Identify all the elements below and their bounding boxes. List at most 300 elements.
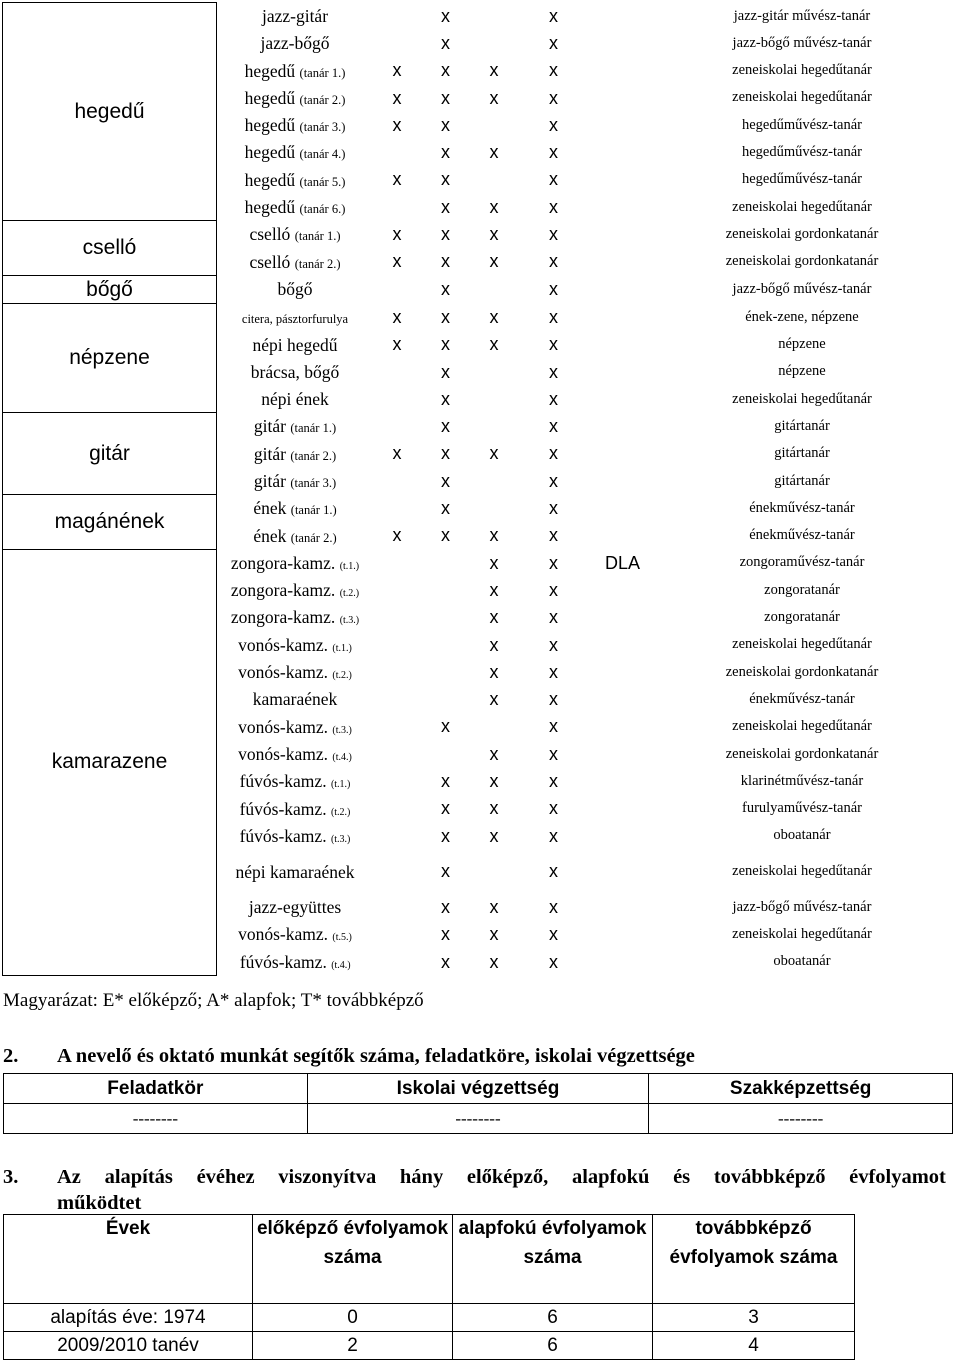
- instrument-cell: [217, 166, 374, 193]
- instrument-cell: [217, 659, 374, 686]
- level-mark: x: [549, 661, 558, 682]
- instrument-cell: [217, 713, 374, 740]
- staff-cell: --------: [4, 1104, 308, 1134]
- instrument-cell: [217, 822, 374, 849]
- years-header-row: [4, 1215, 855, 1304]
- level-mark: x: [441, 169, 450, 190]
- level-mark: x: [549, 861, 558, 882]
- instrument-cell: [217, 468, 374, 495]
- level-mark: x: [441, 443, 450, 464]
- teacher-row: [3, 549, 959, 576]
- level-mark: [471, 713, 518, 740]
- level-mark: x: [549, 689, 558, 710]
- level-mark: [374, 822, 421, 849]
- title-word: viszonyítva: [278, 1166, 377, 1188]
- level-mark: x: [549, 224, 558, 245]
- qualification-cell: zeneiskolai hegedűtanár: [732, 62, 872, 79]
- level-mark: [374, 921, 421, 948]
- level-mark: x: [441, 716, 450, 737]
- years-cell: 0: [253, 1304, 453, 1332]
- degree-mark: [590, 57, 656, 84]
- instrument-name: cselló: [249, 251, 291, 272]
- instrument-name: citera, pásztorfurulya: [241, 312, 349, 327]
- level-mark: x: [489, 306, 499, 327]
- qualification-cell: énekművész-tanár: [749, 690, 855, 707]
- level-mark: x: [549, 5, 558, 26]
- level-mark: x: [441, 87, 450, 108]
- section-2-heading: [3, 1045, 953, 1068]
- teacher-note: (t.1.): [330, 779, 351, 791]
- level-mark: x: [549, 896, 558, 917]
- years-cell: 4: [653, 1332, 855, 1360]
- level-mark: x: [549, 361, 558, 382]
- qualification-cell: klarinétművész-tanár: [740, 772, 864, 789]
- level-mark: [374, 275, 421, 303]
- degree-mark: [590, 440, 656, 467]
- teacher-note: (t.5.): [332, 932, 352, 944]
- years-data-row: [4, 1304, 855, 1332]
- level-mark: x: [441, 33, 450, 53]
- teacher-note: (tanár 1.): [294, 229, 341, 244]
- level-mark: x: [392, 224, 402, 245]
- instrument-name: fúvós-kamz.: [239, 798, 327, 819]
- degree-mark: [590, 822, 656, 849]
- teacher-note: (tanár 2.): [299, 92, 346, 107]
- level-mark: x: [549, 771, 558, 792]
- level-mark: [421, 659, 471, 686]
- instrument-name: hegedű: [244, 87, 296, 108]
- degree-mark: [590, 194, 656, 221]
- level-mark: [374, 850, 421, 894]
- degree-mark: [590, 84, 656, 111]
- degree-mark: [590, 358, 656, 385]
- degree-mark: [590, 713, 656, 740]
- level-mark: [421, 549, 471, 576]
- level-mark: [374, 30, 421, 57]
- level-mark: x: [549, 334, 558, 355]
- level-mark: x: [549, 798, 558, 819]
- level-mark: [374, 604, 421, 631]
- level-mark: [374, 386, 421, 413]
- instrument-cell: [217, 84, 374, 111]
- level-mark: x: [441, 798, 450, 819]
- instrument-cell: [217, 386, 374, 413]
- instrument-name: zongora-kamz.: [230, 552, 336, 573]
- level-mark: x: [549, 196, 558, 217]
- level-mark: x: [549, 87, 558, 108]
- level-mark: [471, 413, 518, 440]
- teacher-row: [3, 495, 959, 522]
- instrument-name: gitár: [253, 471, 286, 491]
- qualification-cell: zeneiskolai gordonkatanár: [725, 663, 879, 680]
- level-mark: x: [392, 251, 402, 272]
- instrument-cell: [217, 795, 374, 822]
- instrument-name: kamaraének: [252, 689, 338, 710]
- instrument-cell: [217, 30, 374, 57]
- level-mark: x: [441, 251, 450, 272]
- instrument-cell: [217, 495, 374, 522]
- level-mark: [471, 495, 518, 522]
- instrument-name: bőgő: [277, 279, 313, 300]
- staff-cell: --------: [307, 1104, 649, 1134]
- instrument-name: fúvós-kamz.: [239, 951, 327, 972]
- degree-mark: [590, 221, 656, 248]
- qualification-cell: zeneiskolai hegedűtanár: [732, 718, 872, 735]
- level-mark: [471, 358, 518, 385]
- level-mark: x: [549, 169, 558, 190]
- instrument-cell: [217, 741, 374, 768]
- level-mark: x: [392, 306, 402, 327]
- teacher-row: [3, 413, 959, 440]
- instrument-name: fúvós-kamz.: [239, 825, 327, 846]
- instrument-cell: [217, 440, 374, 467]
- level-mark: x: [441, 525, 450, 546]
- degree-mark: [590, 921, 656, 948]
- level-mark: x: [549, 279, 558, 300]
- qualification-cell: népzene: [778, 363, 826, 380]
- level-mark: [471, 850, 518, 894]
- degree-mark: [590, 686, 656, 713]
- level-mark: x: [441, 224, 450, 245]
- instrument-name: hegedű: [244, 169, 296, 190]
- level-mark: x: [549, 142, 558, 163]
- instrument-cell: [217, 358, 374, 385]
- level-mark: x: [489, 771, 499, 792]
- level-mark: x: [441, 60, 450, 81]
- level-mark: x: [489, 525, 499, 546]
- qualification-cell: ének-zene, népzene: [745, 308, 859, 325]
- section-3-heading: [3, 1164, 946, 1216]
- qualification-cell: zongoratanár: [764, 609, 840, 626]
- instrument-name: népi ének: [261, 389, 329, 410]
- instrument-cell: [217, 3, 374, 30]
- degree-mark: [590, 659, 656, 686]
- teacher-row: [3, 304, 959, 331]
- teachers-table: [2, 2, 959, 976]
- teacher-note: (tanár 1.): [290, 503, 337, 518]
- instrument-name: vonós-kamz.: [238, 743, 329, 764]
- staff-data-row: [4, 1104, 953, 1134]
- level-mark: x: [392, 60, 402, 81]
- level-mark: x: [549, 416, 558, 437]
- qualification-cell: zeneiskolai hegedűtanár: [732, 863, 872, 880]
- qualification-cell: hegedűművész-tanár: [742, 171, 862, 188]
- level-mark: x: [489, 552, 499, 573]
- staff-header-cell: Iskolai végzettség: [307, 1074, 649, 1104]
- level-mark: x: [489, 798, 499, 819]
- degree-mark: [590, 331, 656, 358]
- level-mark: [471, 468, 518, 495]
- legend: Magyarázat: E* előképző; A* alapfok; T* továbbképző: [3, 990, 424, 1011]
- degree-mark: [590, 948, 656, 975]
- instrument-name: cselló: [249, 224, 291, 245]
- degree-mark: [590, 604, 656, 631]
- level-mark: [374, 659, 421, 686]
- degree-mark: [590, 631, 656, 658]
- years-data-row: [4, 1332, 855, 1360]
- level-mark: [374, 358, 421, 385]
- years-table: [3, 1214, 855, 1360]
- qualification-cell: gitártanár: [774, 445, 830, 462]
- level-mark: x: [549, 443, 558, 464]
- level-mark: [374, 194, 421, 221]
- level-mark: [374, 631, 421, 658]
- level-mark: x: [549, 525, 558, 546]
- teacher-note: (t.3.): [330, 833, 351, 845]
- level-mark: x: [549, 388, 558, 409]
- level-mark: x: [441, 470, 450, 491]
- degree-mark: [590, 112, 656, 139]
- degree-mark: [590, 768, 656, 795]
- instrument-name: hegedű: [244, 197, 296, 218]
- instrument-name: brácsa, bőgő: [250, 361, 340, 382]
- instrument-cell: [217, 686, 374, 713]
- teacher-row: [3, 3, 959, 30]
- level-mark: [421, 686, 471, 713]
- level-mark: x: [441, 279, 450, 300]
- instrument-name: ének: [253, 498, 287, 519]
- level-mark: x: [441, 771, 450, 792]
- degree-mark: [590, 3, 656, 30]
- level-mark: x: [441, 334, 450, 355]
- level-mark: [421, 604, 471, 631]
- level-mark: x: [489, 951, 499, 972]
- level-mark: x: [441, 196, 450, 217]
- level-mark: [374, 495, 421, 522]
- degree-mark: [590, 850, 656, 894]
- level-mark: x: [489, 607, 499, 628]
- qualification-cell: énekművész-tanár: [749, 499, 855, 516]
- level-mark: x: [549, 114, 558, 135]
- instrument-cell: [217, 631, 374, 658]
- level-mark: [374, 413, 421, 440]
- level-mark: [374, 139, 421, 166]
- level-mark: x: [392, 334, 402, 355]
- section-3-title-line1: [57, 1164, 946, 1190]
- qualification-cell: zeneiskolai gordonkatanár: [725, 253, 879, 270]
- level-mark: x: [441, 498, 450, 519]
- title-word: továbbképző: [713, 1166, 826, 1188]
- section-2-number: 2.: [3, 1045, 19, 1067]
- level-mark: [374, 577, 421, 604]
- level-mark: x: [489, 924, 499, 945]
- staff-table: [3, 1073, 953, 1134]
- level-mark: [471, 30, 518, 57]
- level-mark: x: [549, 607, 558, 628]
- category-cell: gitár: [3, 413, 217, 495]
- qualification-cell: gitártanár: [774, 472, 830, 489]
- level-mark: x: [489, 224, 499, 245]
- level-mark: [374, 948, 421, 975]
- instrument-name: vonós-kamz.: [238, 634, 329, 655]
- title-word: előképző,: [466, 1166, 549, 1188]
- qualification-cell: zongoraművész-tanár: [739, 554, 865, 571]
- level-mark: [374, 768, 421, 795]
- level-mark: x: [441, 825, 450, 846]
- level-mark: x: [441, 5, 450, 26]
- qualification-cell: jazz-bőgő művész-tanár: [732, 281, 872, 297]
- instrument-name: jazz-gitár: [261, 5, 329, 26]
- level-mark: x: [392, 87, 402, 108]
- level-mark: x: [489, 60, 499, 81]
- level-mark: [471, 386, 518, 413]
- level-mark: x: [549, 470, 558, 491]
- level-mark: [374, 3, 421, 30]
- instrument-cell: [217, 194, 374, 221]
- level-mark: x: [441, 924, 450, 945]
- level-mark: x: [489, 443, 499, 464]
- degree-mark: [590, 495, 656, 522]
- years-cell: 6: [453, 1304, 653, 1332]
- category-cell: népzene: [3, 304, 217, 413]
- level-mark: x: [441, 306, 450, 327]
- teacher-note: (t.2.): [332, 670, 352, 682]
- staff-header-cell: Szakképzettség: [649, 1074, 953, 1104]
- teacher-note: (tanár 2.): [290, 530, 337, 545]
- teacher-note: (tanár 3.): [299, 120, 346, 135]
- instrument-name: zongora-kamz.: [230, 580, 336, 601]
- section-3-number: 3.: [3, 1166, 19, 1188]
- qualification-cell: hegedűművész-tanár: [742, 116, 862, 133]
- level-mark: [471, 112, 518, 139]
- title-word: alapfokú: [571, 1166, 650, 1188]
- level-mark: [374, 713, 421, 740]
- instrument-cell: [217, 549, 374, 576]
- instrument-name: jazz-együttes: [248, 897, 342, 918]
- degree-mark: DLA: [604, 552, 640, 573]
- instrument-cell: [217, 331, 374, 358]
- qualification-cell: hegedűművész-tanár: [742, 144, 862, 161]
- instrument-cell: [217, 850, 374, 894]
- level-mark: x: [489, 251, 499, 272]
- level-mark: x: [549, 33, 558, 53]
- years-cell: 3: [653, 1304, 855, 1332]
- teacher-note: (t.4.): [332, 751, 352, 763]
- level-mark: x: [549, 306, 558, 327]
- years-cell: 2: [253, 1332, 453, 1360]
- level-mark: x: [392, 169, 402, 190]
- level-mark: [421, 577, 471, 604]
- qualification-cell: énekművész-tanár: [749, 527, 855, 544]
- section-3-title-line2: működtet: [57, 1192, 142, 1214]
- title-word: évfolyamot: [849, 1166, 946, 1188]
- level-mark: x: [549, 743, 558, 764]
- years-cell: alapítás éve: 1974: [4, 1304, 253, 1332]
- years-header-cell: Évek: [4, 1215, 253, 1304]
- section-2-title: A nevelő és oktató munkát segítők száma, feladatköre, iskolai végzettsége: [57, 1045, 695, 1067]
- instrument-cell: [217, 275, 374, 303]
- instrument-cell: [217, 139, 374, 166]
- level-mark: x: [441, 388, 450, 409]
- instrument-name: fúvós-kamz.: [239, 771, 327, 792]
- instrument-name: népi hegedű: [252, 334, 338, 355]
- level-mark: [421, 631, 471, 658]
- qualification-cell: zeneiskolai gordonkatanár: [725, 225, 879, 242]
- level-mark: x: [392, 443, 402, 464]
- staff-header-cell: Feladatkör: [4, 1074, 308, 1104]
- instrument-cell: [217, 413, 374, 440]
- teacher-note: (t.4.): [331, 959, 351, 971]
- level-mark: x: [489, 661, 499, 682]
- level-mark: x: [441, 861, 450, 882]
- level-mark: x: [489, 743, 499, 764]
- years-cell: 6: [453, 1332, 653, 1360]
- instrument-name: népi kamaraének: [235, 861, 355, 882]
- level-mark: [471, 166, 518, 193]
- instrument-name: vonós-kamz.: [238, 662, 329, 683]
- teacher-note: (t.1.): [332, 642, 352, 654]
- staff-header-row: [4, 1074, 953, 1104]
- instrument-name: jazz-bőgő: [260, 33, 330, 54]
- teacher-note: (tanár 4.): [299, 147, 346, 162]
- degree-mark: [590, 304, 656, 331]
- instrument-name: hegedű: [244, 142, 296, 163]
- level-mark: x: [441, 142, 450, 163]
- degree-mark: [590, 577, 656, 604]
- instrument-cell: [217, 894, 374, 921]
- level-mark: [374, 686, 421, 713]
- category-cell: kamarazene: [3, 549, 217, 975]
- instrument-name: hegedű: [244, 60, 296, 81]
- degree-mark: [590, 468, 656, 495]
- level-mark: x: [489, 825, 499, 846]
- instrument-cell: [217, 221, 374, 248]
- title-word: hány: [399, 1166, 444, 1188]
- level-mark: [374, 468, 421, 495]
- qualification-cell: zeneiskolai hegedűtanár: [732, 89, 872, 106]
- category-cell: magánének: [3, 495, 217, 550]
- level-mark: x: [549, 716, 558, 737]
- teacher-note: (tanár 3.): [290, 476, 337, 490]
- qualification-cell: népzene: [778, 336, 826, 353]
- title-word: évéhez: [196, 1166, 255, 1188]
- level-mark: x: [489, 896, 499, 917]
- level-mark: x: [549, 552, 558, 573]
- instrument-cell: [217, 948, 374, 975]
- category-cell: hegedű: [3, 3, 217, 221]
- level-mark: x: [549, 579, 558, 600]
- level-mark: x: [441, 951, 450, 972]
- level-mark: x: [549, 634, 558, 655]
- qualification-cell: gitártanár: [774, 417, 830, 434]
- teacher-note: (t.2.): [339, 588, 360, 600]
- degree-mark: [590, 275, 656, 303]
- qualification-cell: zeneiskolai hegedűtanár: [732, 636, 872, 653]
- qualification-cell: jazz-bőgő művész-tanár: [732, 34, 872, 51]
- years-cell: 2009/2010 tanév: [4, 1332, 253, 1360]
- instrument-name: zongora-kamz.: [230, 607, 336, 628]
- level-mark: [471, 275, 518, 303]
- level-mark: x: [489, 87, 499, 108]
- qualification-cell: jazz-bőgő művész-tanár: [732, 898, 872, 915]
- teacher-note: (t.1.): [339, 560, 360, 572]
- teacher-note: (tanár 2.): [294, 256, 341, 271]
- degree-mark: [590, 30, 656, 57]
- level-mark: x: [549, 498, 558, 519]
- title-word: Az: [57, 1166, 81, 1188]
- instrument-cell: [217, 577, 374, 604]
- teacher-note: (tanár 1.): [299, 65, 346, 80]
- teacher-row: [3, 275, 959, 303]
- level-mark: x: [549, 251, 558, 272]
- instrument-name: gitár: [253, 416, 286, 437]
- qualification-cell: zeneiskolai hegedűtanár: [732, 390, 872, 407]
- degree-mark: [590, 139, 656, 166]
- level-mark: [374, 741, 421, 768]
- degree-mark: [590, 741, 656, 768]
- qualification-cell: zeneiskolai gordonkatanár: [725, 745, 879, 762]
- degree-mark: [590, 386, 656, 413]
